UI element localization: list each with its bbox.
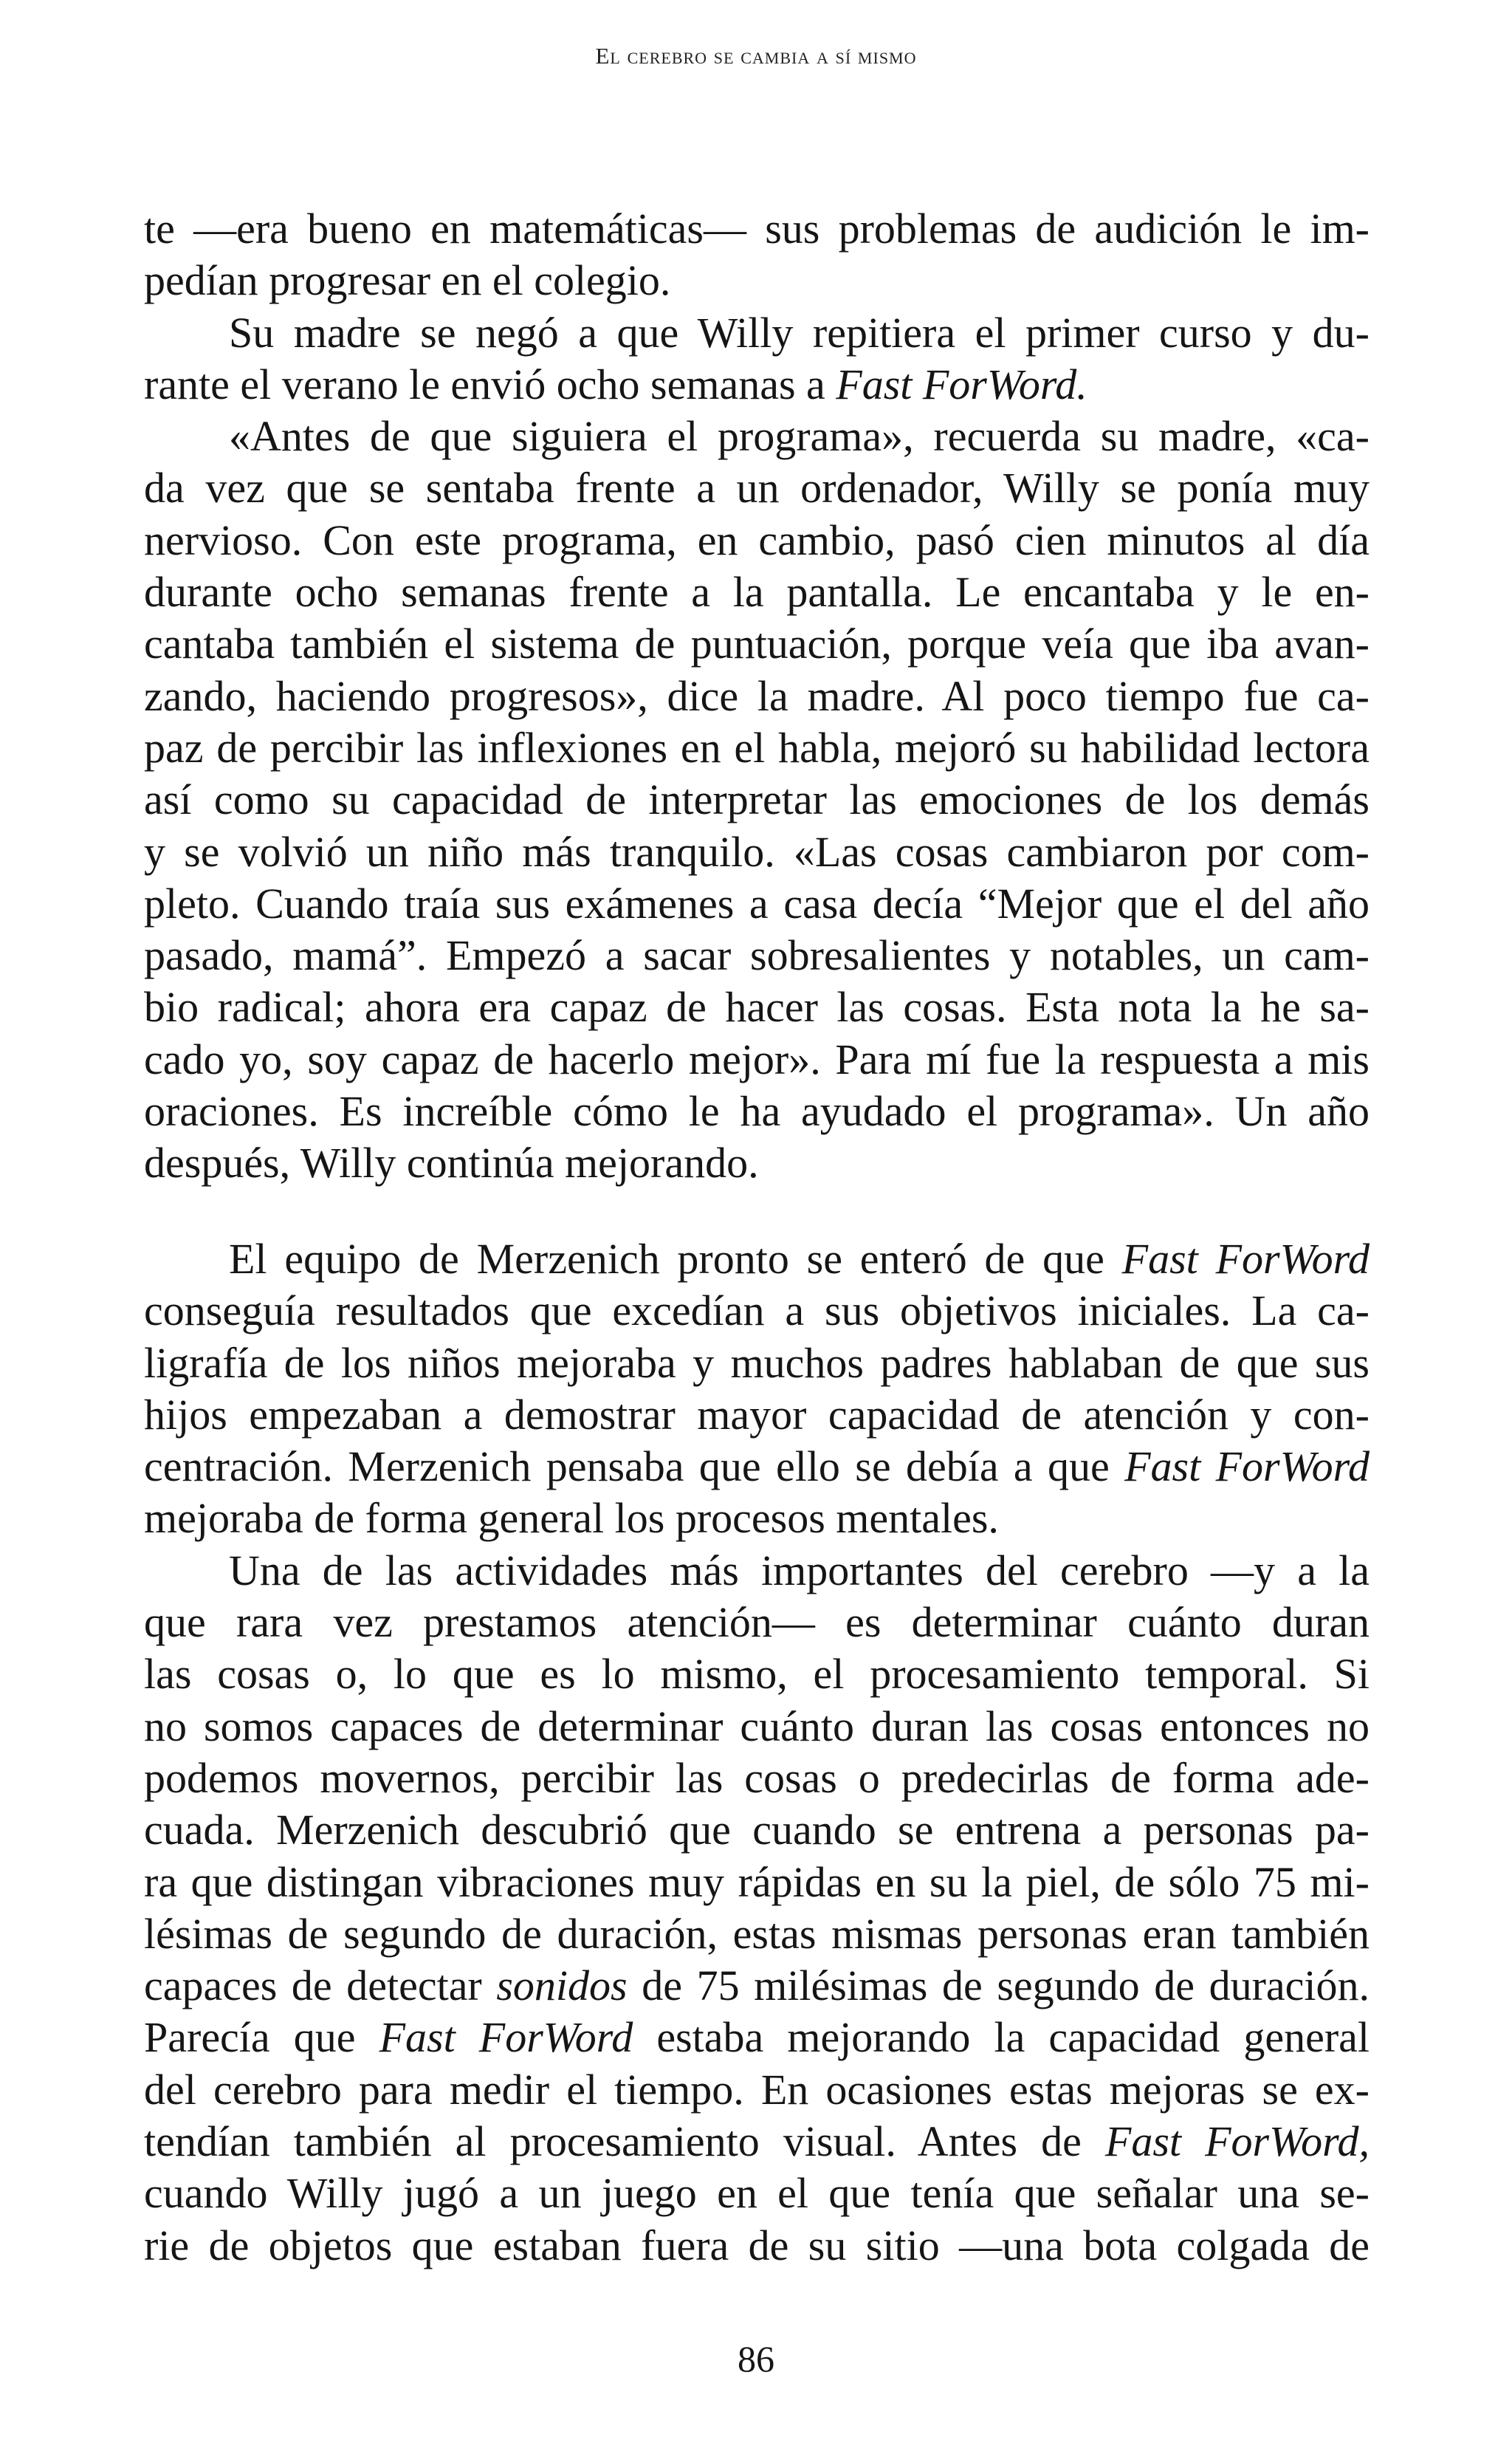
- text-line: pasado, mamá”. Empezó a sacar sobresalientes y notables, un cam-: [144, 931, 1370, 980]
- text-line: pedían progresar en el colegio.: [144, 256, 671, 305]
- text-line: durante ocho semanas frente a la pantalla. Le encantaba y le en-: [144, 568, 1370, 617]
- text-line: oraciones. Es increíble cómo le ha ayudado el programa». Un año: [144, 1087, 1370, 1136]
- text-line: podemos movernos, percibir las cosas o predecirlas de forma ade-: [144, 1753, 1370, 1802]
- book-title-italic: Fast ForWord: [1121, 1235, 1370, 1283]
- text-line: cuando Willy jugó a un juego en el que tenía que señalar una se-: [144, 2169, 1370, 2218]
- text-span: centración. Merzenich pensaba que ello se debía a que: [144, 1442, 1125, 1491]
- text-line: «Antes de que siguiera el programa», recuerda su madre, «ca-: [229, 412, 1370, 461]
- text-line: las cosas o, lo que es lo mismo, el procesamiento temporal. Si: [144, 1650, 1370, 1699]
- text-line: así como su capacidad de interpretar las emociones de los demás: [144, 775, 1370, 824]
- text-line: [144, 1233, 1370, 1285]
- text-line: [144, 1960, 1370, 2012]
- text-line: cado yo, soy capaz de hacerlo mejor». Para mí fue la respuesta a mis: [144, 1035, 1370, 1083]
- text-span: rante el verano le envió ocho semanas a: [144, 360, 836, 408]
- text-line: mejoraba de forma general los procesos mentales.: [144, 1494, 999, 1543]
- text-span: Parecía que: [144, 2013, 379, 2062]
- text-line: te —era bueno en matemáticas— sus problemas de audición le im-: [144, 205, 1370, 253]
- text-line: Una de las actividades más importantes del cerebro —y a la: [229, 1546, 1370, 1594]
- text-line: después, Willy continúa mejorando.: [144, 1139, 759, 1188]
- text-line: [144, 1441, 1370, 1493]
- text-line: conseguía resultados que excedían a sus objetivos iniciales. La ca-: [144, 1286, 1370, 1335]
- text-line: ligrafía de los niños mejoraba y muchos padres hablaban de que sus: [144, 1338, 1370, 1387]
- text-block-bottom: [144, 1233, 1370, 2272]
- running-head: [0, 43, 1512, 69]
- book-title-italic: Fast ForWord: [379, 2013, 633, 2062]
- text-line: lésimas de segundo de duración, estas mismas personas eran también: [144, 1909, 1370, 1958]
- text-span: capaces de detectar: [144, 1961, 497, 2010]
- text-span: El equipo de Merzenich pronto se enteró de que: [229, 1235, 1122, 1283]
- text-line: bio radical; ahora era capaz de hacer las cosas. Esta nota la he sa-: [144, 983, 1370, 1032]
- text-span: tendían también al procesamiento visual. Antes de: [144, 2117, 1105, 2166]
- text-line: cantaba también el sistema de puntuación, porque veía que iba avan-: [144, 620, 1370, 668]
- text-line: no somos capaces de determinar cuánto duran las cosas entonces no: [144, 1702, 1370, 1750]
- text-line: Su madre se negó a que Willy repitiera el primer curso y du-: [229, 308, 1370, 357]
- running-head-text: El cerebro se cambia a sí mismo: [595, 43, 917, 69]
- text-line: nervioso. Con este programa, en cambio, pasó cien minutos al día: [144, 515, 1370, 564]
- text-line: que rara vez prestamos atención— es determinar cuánto duran: [144, 1598, 1370, 1647]
- text-line: hijos empezaban a demostrar mayor capacidad de atención y con-: [144, 1390, 1370, 1439]
- text-line: [144, 2116, 1370, 2168]
- text-line: da vez que se sentaba frente a un ordenador, Willy se ponía muy: [144, 464, 1370, 513]
- text-line: [144, 359, 1370, 411]
- book-title-italic: Fast ForWord: [1124, 1442, 1370, 1491]
- text-line: [144, 2012, 1370, 2063]
- text-line: zando, haciendo progresos», dice la madre. Al poco tiempo fue ca-: [144, 671, 1370, 720]
- text-line: y se volvió un niño más tranquilo. «Las cosas cambiaron por com-: [144, 827, 1370, 876]
- text-block-top: [144, 203, 1370, 1190]
- emphasis-italic: sonidos: [496, 1961, 628, 2010]
- text-line: paz de percibir las inflexiones en el habla, mejoró su habilidad lectora: [144, 723, 1370, 772]
- text-line: pleto. Cuando traía sus exámenes a casa decía “Mejor que el del año: [144, 879, 1370, 928]
- page-number: 86: [738, 2338, 774, 2379]
- text-line: del cerebro para medir el tiempo. En ocasiones estas mejoras se ex-: [144, 2065, 1370, 2114]
- text-line: ra que distingan vibraciones muy rápidas en su la piel, de sólo 75 mi-: [144, 1857, 1370, 1906]
- book-title-italic: Fast ForWord.: [836, 360, 1087, 408]
- text-line: cuada. Merzenich descubrió que cuando se entrena a personas pa-: [144, 1806, 1370, 1854]
- text-line: rie de objetos que estaban fuera de su sitio —una bota colgada de: [144, 2221, 1370, 2269]
- text-span: de 75 milésimas de segundo de duración.: [627, 1961, 1370, 2010]
- text-span: estaba mejorando la capacidad general: [633, 2013, 1370, 2062]
- book-title-italic: Fast ForWord,: [1104, 2117, 1370, 2166]
